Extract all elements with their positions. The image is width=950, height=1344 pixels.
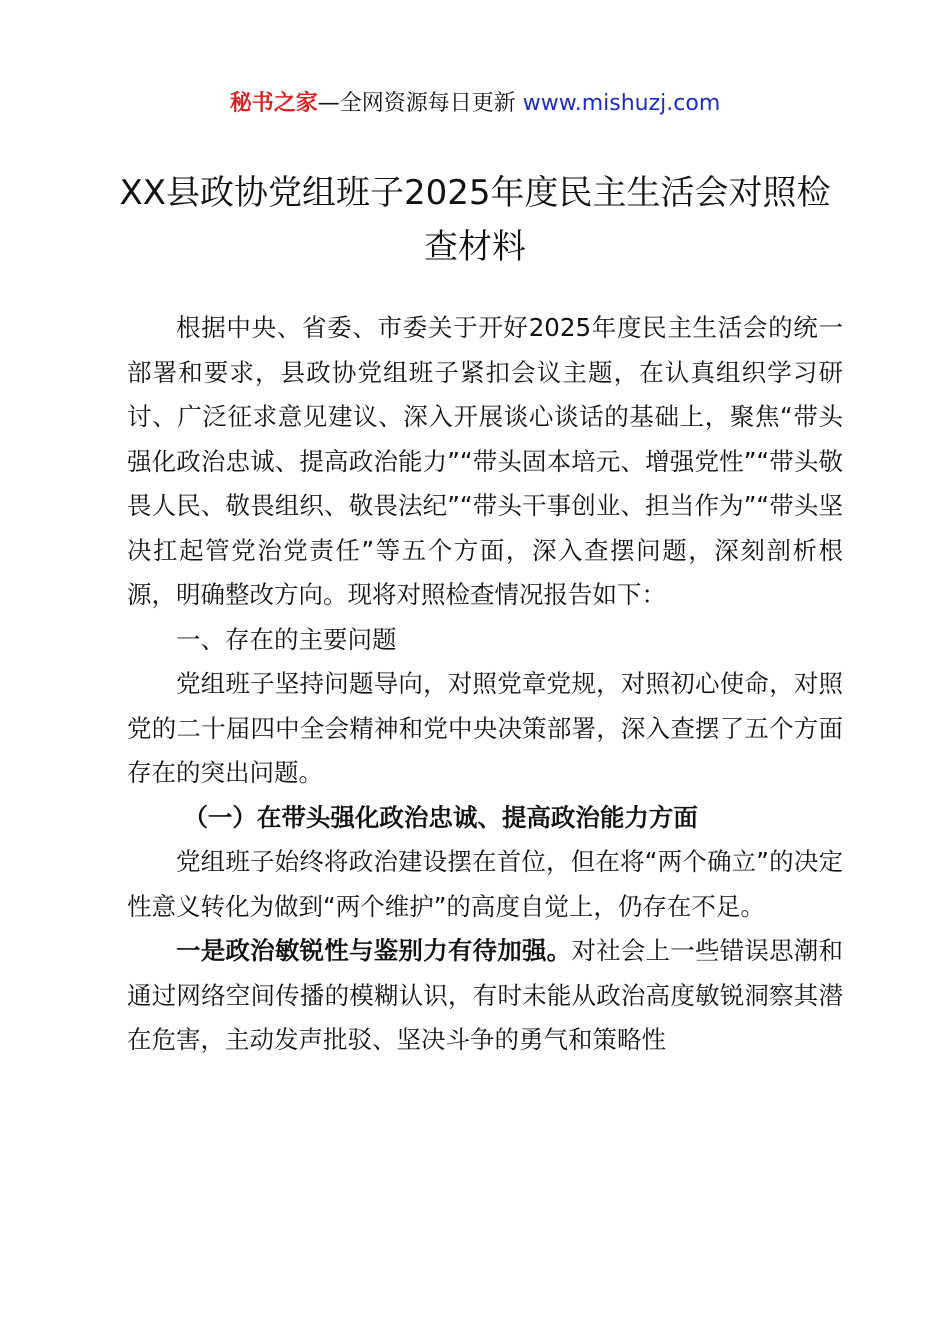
header-tagline: —全网资源每日更新	[317, 91, 523, 116]
subsection-1-paragraph: 党组班子始终将政治建设摆在首位，但在将“两个确立”的决定性意义转化为做到“两个维护”的高度自觉上，仍存在不足。	[127, 847, 843, 921]
point-1-lead: 一是政治敏锐性与鉴别力有待加强。	[176, 936, 572, 965]
document-body	[127, 306, 843, 1063]
site-url-link[interactable]: www.mishuzj.com	[522, 91, 721, 116]
document-title: XX县政协党组班子2025年度民主生活会对照检查材料	[119, 173, 831, 267]
intro-paragraph: 根据中央、省委、市委关于开好2025年度民主生活会的统一部署和要求，县政协党组班子紧扣会议主题，在认真组织学习研讨、广泛征求意见建议、深入开展谈心谈话的基础上，聚焦“带头强化政治忠诚、提高政治能力”“带头固本培元、增强党性”“带头敬畏人民、敬畏组织、敬畏法纪”“带头干事创业、担当作为”“带头坚决扛起管党治党责任”等五个方面，深入查摆问题，深刻剖析根源，明确整改方向。现将对照检查情况报告如下：	[127, 313, 843, 609]
section-1-paragraph: 党组班子坚持问题导向，对照党章党规，对照初心使命，对照党的二十届四中全会精神和党中央决策部署，深入查摆了五个方面存在的突出问题。	[127, 669, 843, 787]
brand-name: 秘书之家	[229, 91, 318, 116]
section-heading-1: 一、存在的主要问题	[176, 624, 397, 654]
point-1-text: 对社会上一些错误思潮和通过网络空间传播的模糊认识，有时未能从政治高度敏锐洞察其潜在危害，主动发声批驳、坚决斗争的勇气和策略性	[127, 936, 844, 1054]
point-1-paragraph	[127, 929, 843, 1063]
subsection-heading-1: （一）在带头强化政治忠诚、提高政治能力方面	[183, 802, 698, 832]
site-header	[0, 88, 950, 120]
